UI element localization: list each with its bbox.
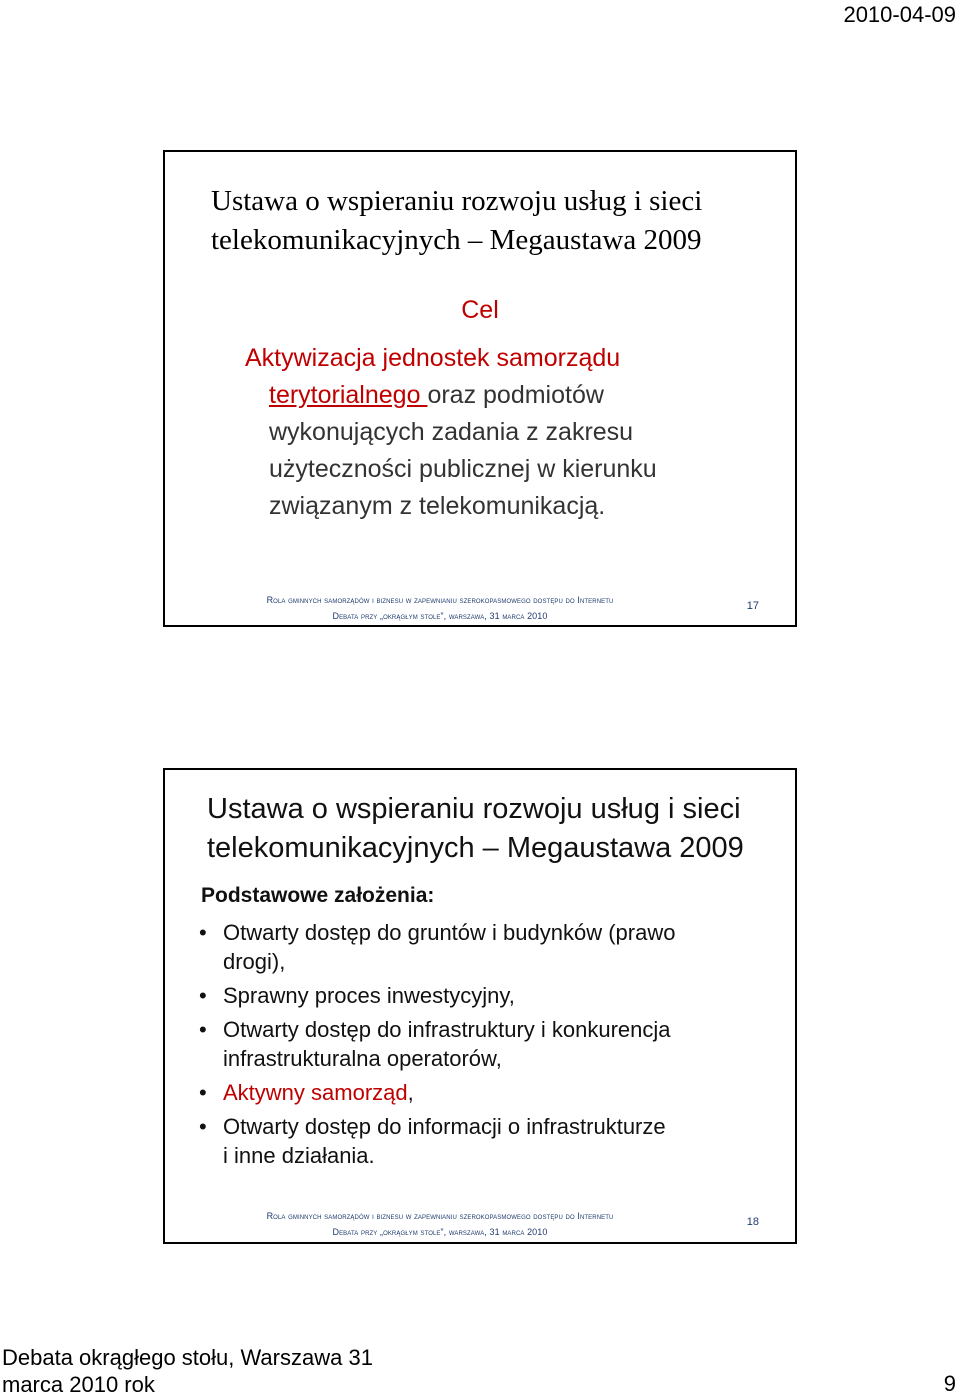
body-line4: użyteczności publicznej w kierunku [269,455,657,483]
list-item-line1: • Otwarty dostęp do infrastruktury i konkurencja [223,1017,671,1042]
list-item-highlight: Aktywny samorząd [223,1080,408,1105]
footer-line1: Rola gminnych samorządów i biznesu w zapewnianiu szerokopasmowego dostępu do Internetu [266,1211,614,1221]
slide-subheading: Podstawowe założenia: [201,884,435,907]
body-red-line1: Aktywizacja jednostek samorządu [245,344,621,372]
list-item-line1: • Sprawny proces inwestycyjny, [223,983,515,1008]
page-number: 9 [943,1371,956,1396]
slide-17 [163,150,797,627]
body-line5: związanym z telekomunikacją. [269,492,606,520]
slide-18 [163,768,797,1244]
slide-footer [125,1208,755,1240]
slide-footer [125,592,755,624]
body-rest-line2: oraz podmiotów [427,381,604,409]
list-item [195,981,755,1010]
slide-number: 18 [746,1216,759,1228]
footer-line2: Debata przy „okrągłym stole”, warszawa, 31 marca 2010 [332,611,548,621]
list-item-line1: • Otwarty dostęp do gruntów i budynków (prawo [223,920,676,945]
list-item [195,1015,755,1073]
list-item [195,1112,755,1170]
slide-title [211,182,771,260]
bullet-list [195,918,755,1175]
body-line2 [245,377,715,414]
caption-line1: Debata okrągłego stołu, Warszawa 31 [2,1345,373,1370]
list-item-line1: • Otwarty dostęp do informacji o infrastrukturze [223,1114,666,1139]
body-line3: wykonujących zadania z zakresu [269,418,634,446]
page-caption [2,1344,373,1398]
body-red-line2: terytorialnego [269,381,428,409]
list-item-line2: i inne działania. [223,1143,375,1168]
slide-title-line1: Ustawa o wspieraniu rozwoju usług i sieci [211,185,703,217]
slide-title-line2: telekomunikacyjnych – Megaustawa 2009 [211,224,702,256]
list-item-rest: , [407,1080,414,1105]
slide-heading: Cel [461,296,499,324]
footer-line1: Rola gminnych samorządów i biznesu w zapewnianiu szerokopasmowego dostępu do Internetu [266,595,614,605]
slide-title [207,790,777,868]
list-item [195,1078,755,1107]
list-item-line2: drogi), [223,949,286,974]
footer-line2: Debata przy „okrągłym stole”, warszawa, 31 marca 2010 [332,1227,548,1237]
slide-number: 17 [746,600,759,612]
slide-body [245,340,715,525]
caption-line2: marca 2010 rok [2,1372,155,1397]
slide-title-line2: telekomunikacyjnych – Megaustawa 2009 [207,832,744,864]
list-item [195,918,755,976]
page-date: 2010-04-09 [843,2,956,27]
slide-title-line1: Ustawa o wspieraniu rozwoju usług i sieci [207,793,741,825]
list-item-line2: infrastrukturalna operatorów, [223,1046,502,1071]
